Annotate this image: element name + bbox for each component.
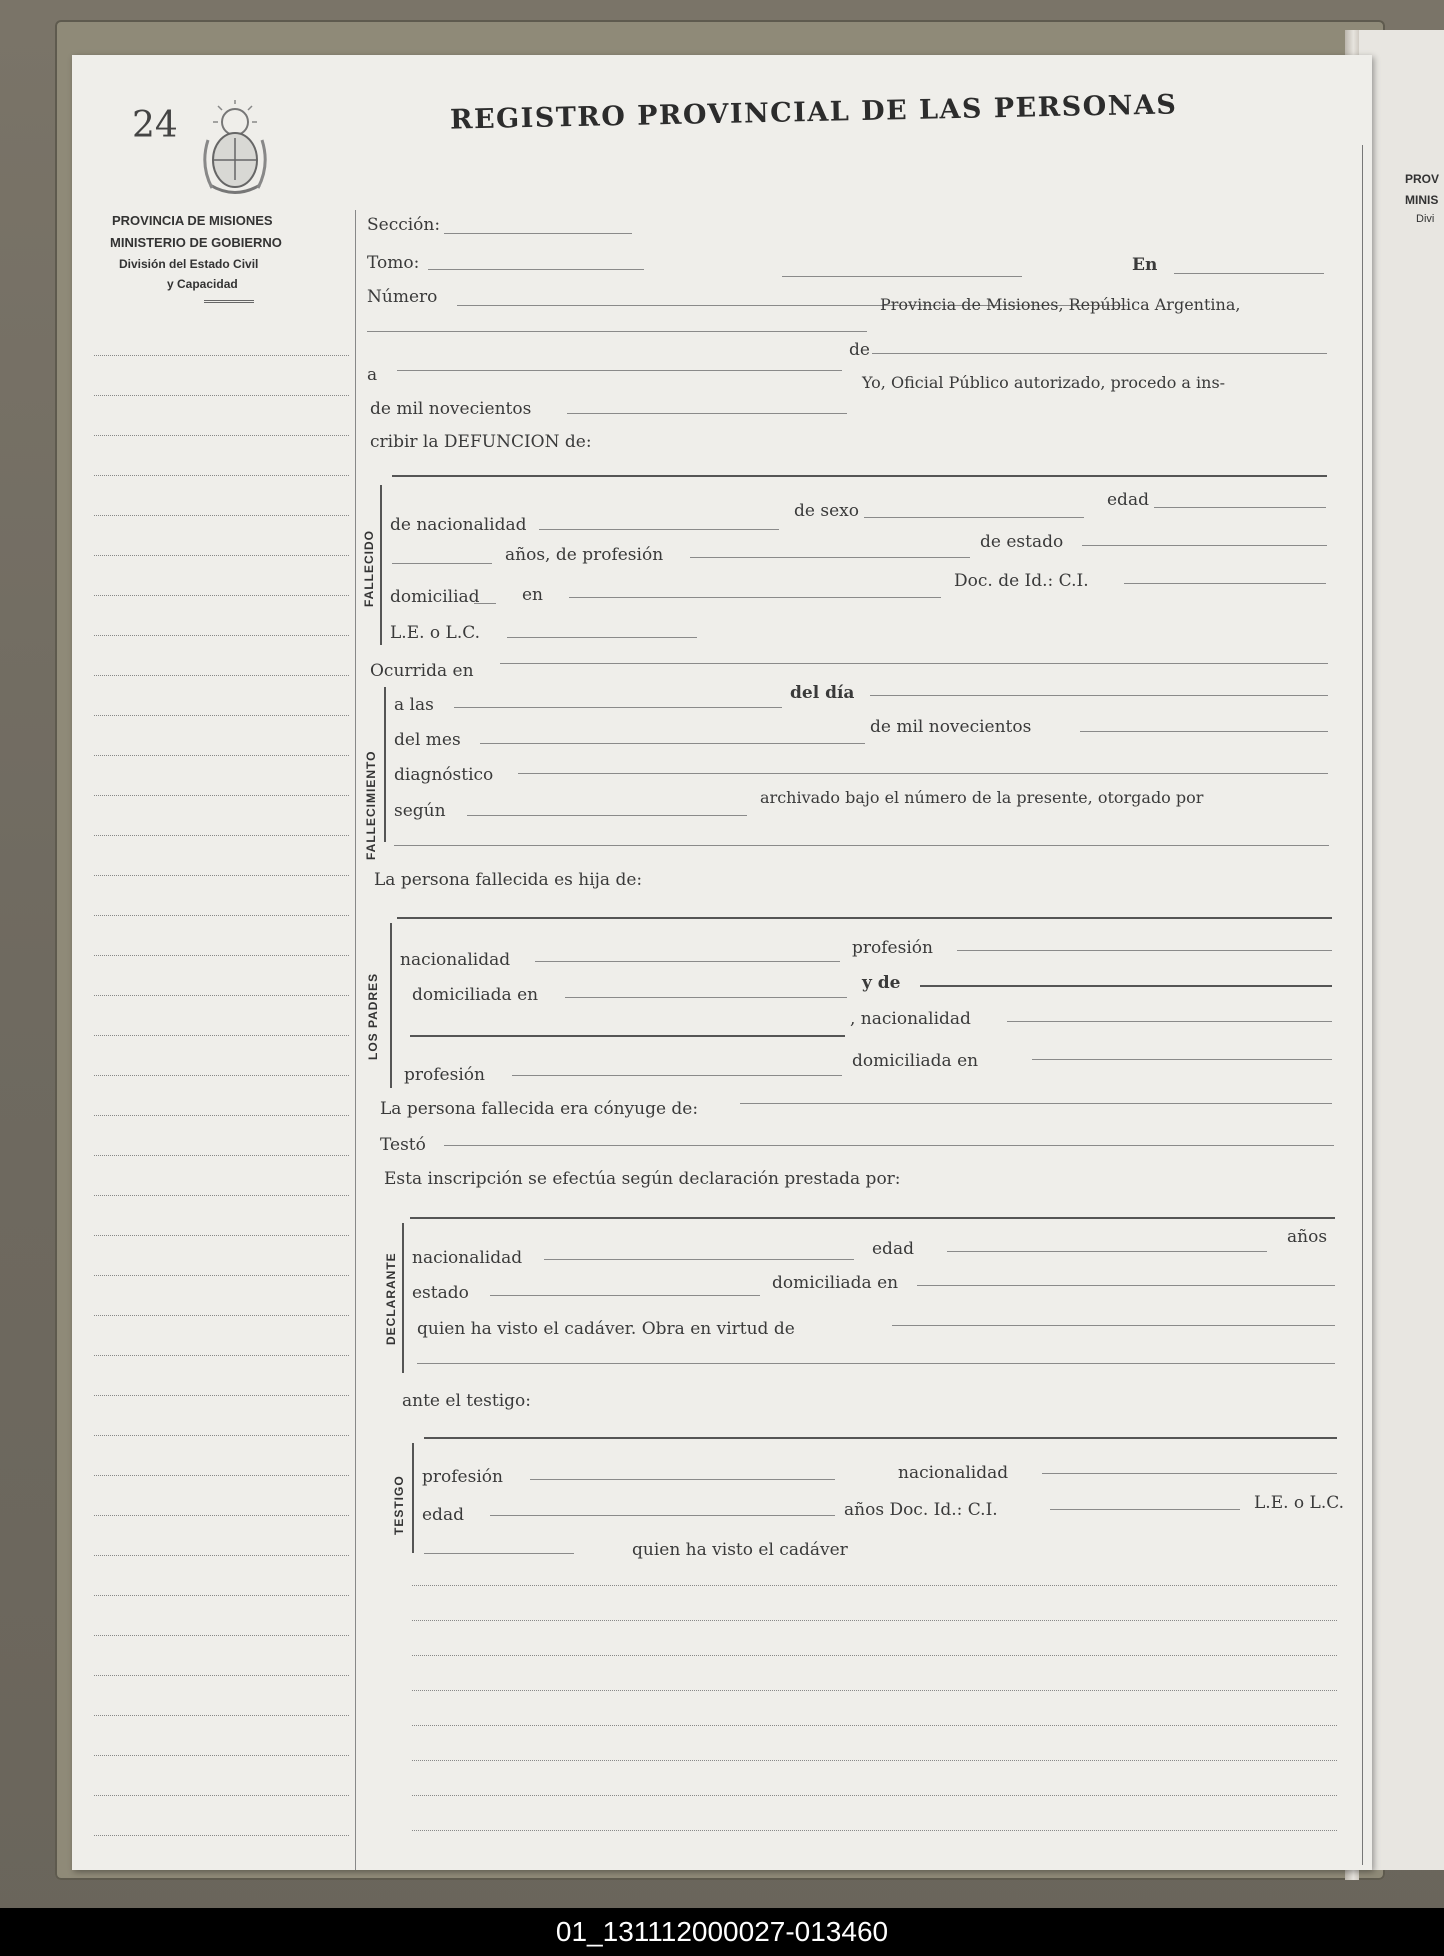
- a-las-line[interactable]: [454, 707, 782, 708]
- margin-line: [94, 395, 349, 396]
- register-page: [72, 55, 1372, 1870]
- padres-bracket: [390, 923, 392, 1088]
- margin-line: [94, 1595, 349, 1596]
- margin-line: [94, 355, 349, 356]
- testo-line[interactable]: [444, 1145, 1334, 1146]
- madre-domiciliada-line[interactable]: [1032, 1059, 1332, 1060]
- del-dia-line[interactable]: [870, 695, 1328, 696]
- padres-profesion-label: profesión: [852, 938, 933, 958]
- notes-line[interactable]: [412, 1655, 1337, 1656]
- margin-line: [94, 1675, 349, 1676]
- margin-line: [94, 795, 349, 796]
- estado-line[interactable]: [1082, 545, 1327, 546]
- anos-line[interactable]: [392, 563, 492, 564]
- margin-line: [94, 1755, 349, 1756]
- notes-line[interactable]: [412, 1725, 1337, 1726]
- numero-label: Número: [367, 287, 438, 307]
- margin-line: [94, 1515, 349, 1516]
- declarante-estado-label: estado: [412, 1283, 469, 1303]
- de-mil-label: de mil novecientos: [370, 399, 532, 419]
- yo-oficial-text: Yo, Oficial Público autorizado, procedo a ins-: [862, 373, 1226, 392]
- diagnostico-label: diagnóstico: [394, 765, 494, 785]
- margin-line: [94, 1035, 349, 1036]
- margin-line: [94, 555, 349, 556]
- testigo-edad-label: edad: [422, 1505, 464, 1525]
- de-line[interactable]: [872, 353, 1327, 354]
- provincia-text: Provincia de Misiones, República Argentina,: [880, 295, 1241, 314]
- nacionalidad-line[interactable]: [539, 529, 779, 530]
- edad-line[interactable]: [1154, 507, 1326, 508]
- margin-line: [94, 1275, 349, 1276]
- madre-profesion-label: profesión: [404, 1065, 485, 1085]
- hija-de-label: La persona fallecida es hija de:: [374, 870, 643, 890]
- a-label: a: [367, 365, 378, 385]
- declarante-side-label: DECLARANTE: [384, 1252, 398, 1345]
- margin-line: [94, 1115, 349, 1116]
- de-mil-novecientos-label: de mil novecientos: [870, 717, 1032, 737]
- notes-line[interactable]: [412, 1585, 1337, 1586]
- en-label: En: [1132, 255, 1158, 275]
- fallecido-side-label: FALLECIDO: [362, 530, 376, 607]
- declarante-domiciliada-line[interactable]: [917, 1285, 1335, 1286]
- a-line[interactable]: [397, 370, 842, 371]
- anio-line[interactable]: [1080, 731, 1328, 732]
- sexo-line[interactable]: [864, 517, 1084, 518]
- testigo-anos-doc-label: años Doc. Id.: C.I.: [844, 1500, 998, 1520]
- doc-line[interactable]: [1124, 583, 1326, 584]
- testigo-name-line[interactable]: [424, 1437, 1337, 1439]
- profesion-line[interactable]: [690, 557, 970, 558]
- testigo-visto-line[interactable]: [424, 1553, 574, 1554]
- domicilio-line[interactable]: [569, 597, 941, 598]
- le-lc-line[interactable]: [507, 637, 697, 638]
- testigo-bracket: [412, 1443, 414, 1553]
- madre-name-line-2[interactable]: [410, 1035, 845, 1037]
- declarante-nacionalidad-line[interactable]: [544, 1259, 854, 1260]
- testigo-le-lc-label: L.E. o L.C.: [1254, 1493, 1345, 1513]
- madre-nacionalidad-line[interactable]: [1007, 1021, 1332, 1022]
- margin-line: [94, 915, 349, 916]
- de-label: de: [849, 340, 870, 360]
- authority-line2: MINISTERIO DE GOBIERNO: [110, 235, 282, 250]
- next-page-line1: PROV: [1405, 172, 1440, 186]
- domiciliad-label: domiciliad: [390, 587, 480, 607]
- name-line[interactable]: [392, 475, 1327, 477]
- seccion-line[interactable]: [444, 233, 632, 234]
- authority-line1: PROVINCIA DE MISIONES: [112, 213, 273, 228]
- otorgado-line[interactable]: [394, 845, 1329, 846]
- right-rule: [1362, 145, 1363, 1865]
- next-page-line3: Divi: [1416, 213, 1435, 225]
- margin-line: [94, 515, 349, 516]
- padres-nacionalidad-line[interactable]: [535, 961, 840, 962]
- inscripcion-text: Esta inscripción se efectúa según declaración prestada por:: [384, 1169, 901, 1189]
- conyuge-line[interactable]: [740, 1103, 1332, 1104]
- margin-line: [94, 1315, 349, 1316]
- padre-name-line[interactable]: [397, 917, 1332, 919]
- numero-line-2[interactable]: [367, 331, 867, 332]
- padres-domiciliada-line[interactable]: [565, 997, 847, 998]
- margin-line: [94, 1555, 349, 1556]
- padres-side-label: LOS PADRES: [366, 972, 380, 1060]
- margin-line: [94, 635, 349, 636]
- nacionalidad-label: de nacionalidad: [390, 515, 527, 535]
- fallecimiento-bracket: [384, 687, 386, 842]
- margin-line: [94, 1835, 349, 1836]
- margin-line: [94, 1075, 349, 1076]
- margin-line: [94, 1155, 349, 1156]
- next-page-line2: MINIS: [1405, 193, 1439, 207]
- margin-rule: [355, 210, 356, 1870]
- ocurrida-line[interactable]: [500, 663, 1328, 664]
- de-mil-line[interactable]: [567, 413, 847, 414]
- conyuge-label: La persona fallecida era cónyuge de:: [380, 1099, 699, 1119]
- margin-line: [94, 955, 349, 956]
- notes-line[interactable]: [412, 1830, 1337, 1831]
- testigo-visto-text: quien ha visto el cadáver: [632, 1540, 848, 1560]
- madre-nacionalidad-label: , nacionalidad: [850, 1009, 971, 1029]
- padres-nacionalidad-label: nacionalidad: [400, 950, 511, 970]
- y-de-label: y de: [862, 973, 901, 993]
- fallecido-bracket: [380, 485, 382, 645]
- margin-line: [94, 1195, 349, 1196]
- testigo-edad-line[interactable]: [490, 1515, 835, 1516]
- madre-name-line[interactable]: [920, 985, 1332, 987]
- declarante-name-line[interactable]: [410, 1217, 1335, 1219]
- declarante-edad-line[interactable]: [947, 1251, 1267, 1252]
- ante-testigo-label: ante el testigo:: [402, 1391, 532, 1411]
- notes-line[interactable]: [412, 1795, 1337, 1796]
- margin-line: [94, 835, 349, 836]
- tomo-label: Tomo:: [367, 253, 420, 273]
- testigo-ci-line[interactable]: [1050, 1509, 1240, 1510]
- ocurrida-label: Ocurrida en: [370, 661, 474, 681]
- tomo-line[interactable]: [428, 269, 644, 270]
- declarante-virtud-line[interactable]: [892, 1325, 1335, 1326]
- del-dia-label: del día: [790, 683, 855, 703]
- margin-line: [94, 595, 349, 596]
- declarante-nacionalidad-label: nacionalidad: [412, 1248, 523, 1268]
- notes-line[interactable]: [412, 1620, 1337, 1621]
- margin-line: [94, 1395, 349, 1396]
- notes-line[interactable]: [412, 1690, 1337, 1691]
- coat-of-arms-icon: [200, 100, 270, 200]
- testigo-profesion-label: profesión: [422, 1467, 503, 1487]
- domiciliad-suffix-line[interactable]: [474, 603, 496, 604]
- seccion-label: Sección:: [367, 215, 441, 235]
- testigo-nacionalidad-label: nacionalidad: [898, 1463, 1009, 1483]
- tomo-line-2[interactable]: [782, 276, 1022, 277]
- cribir-text: cribir la DEFUNCION de:: [370, 432, 592, 452]
- domiciliad-en-label: en: [522, 585, 544, 605]
- doc-label: Doc. de Id.: C.I.: [954, 571, 1089, 591]
- diagnostico-line[interactable]: [518, 773, 1328, 774]
- authority-line3: División del Estado Civil: [119, 257, 259, 271]
- image-caption: 01_131112000027-013460: [0, 1908, 1444, 1956]
- margin-line: [94, 475, 349, 476]
- madre-domiciliada-label: domiciliada en: [852, 1051, 979, 1071]
- margin-line: [94, 1235, 349, 1236]
- margin-line: [94, 1355, 349, 1356]
- padres-profesion-line[interactable]: [957, 950, 1332, 951]
- authority-line4: y Capacidad: [167, 277, 238, 291]
- declarante-estado-line[interactable]: [490, 1295, 760, 1296]
- declarante-anos-label: años: [1287, 1227, 1328, 1247]
- segun-line[interactable]: [467, 815, 747, 816]
- archivado-text: archivado bajo el número de la presente, otorgado por: [760, 788, 1204, 807]
- declarante-extra-line[interactable]: [417, 1363, 1335, 1364]
- le-lc-label: L.E. o L.C.: [390, 623, 481, 643]
- margin-line: [94, 435, 349, 436]
- margin-line: [94, 995, 349, 996]
- declarante-edad-label: edad: [872, 1239, 914, 1259]
- en-line[interactable]: [1174, 273, 1324, 274]
- margin-line: [94, 675, 349, 676]
- margin-line: [94, 1635, 349, 1636]
- authority-underline: [204, 300, 254, 303]
- margin-line: [94, 715, 349, 716]
- testo-label: Testó: [380, 1135, 426, 1155]
- padres-domiciliada-label: domiciliada en: [412, 985, 539, 1005]
- del-mes-label: del mes: [394, 730, 461, 750]
- fallecimiento-side-label: FALLECIMIENTO: [364, 750, 378, 860]
- margin-line: [94, 1475, 349, 1476]
- notes-line[interactable]: [412, 1760, 1337, 1761]
- madre-profesion-line[interactable]: [512, 1075, 842, 1076]
- a-las-label: a las: [394, 695, 434, 715]
- edad-label: edad: [1107, 490, 1149, 510]
- margin-line: [94, 1795, 349, 1796]
- page-number: 24: [132, 105, 178, 146]
- declarante-domiciliada-label: domiciliada en: [772, 1273, 899, 1293]
- page-title: REGISTRO PROVINCIAL DE LAS PERSONAS: [449, 89, 1178, 136]
- margin-line: [94, 1715, 349, 1716]
- anos-profesion-label: años, de profesión: [505, 545, 664, 565]
- segun-label: según: [394, 801, 446, 821]
- estado-label: de estado: [980, 532, 1064, 552]
- testigo-nacionalidad-line[interactable]: [1042, 1473, 1337, 1474]
- sexo-label: de sexo: [794, 501, 859, 521]
- margin-line: [94, 875, 349, 876]
- declarante-visto-text: quien ha visto el cadáver. Obra en virtud de: [417, 1319, 795, 1339]
- margin-line: [94, 1435, 349, 1436]
- testigo-side-label: TESTIGO: [392, 1475, 406, 1535]
- del-mes-line[interactable]: [480, 743, 865, 744]
- margin-line: [94, 755, 349, 756]
- declarante-bracket: [402, 1223, 404, 1373]
- testigo-profesion-line[interactable]: [530, 1479, 835, 1480]
